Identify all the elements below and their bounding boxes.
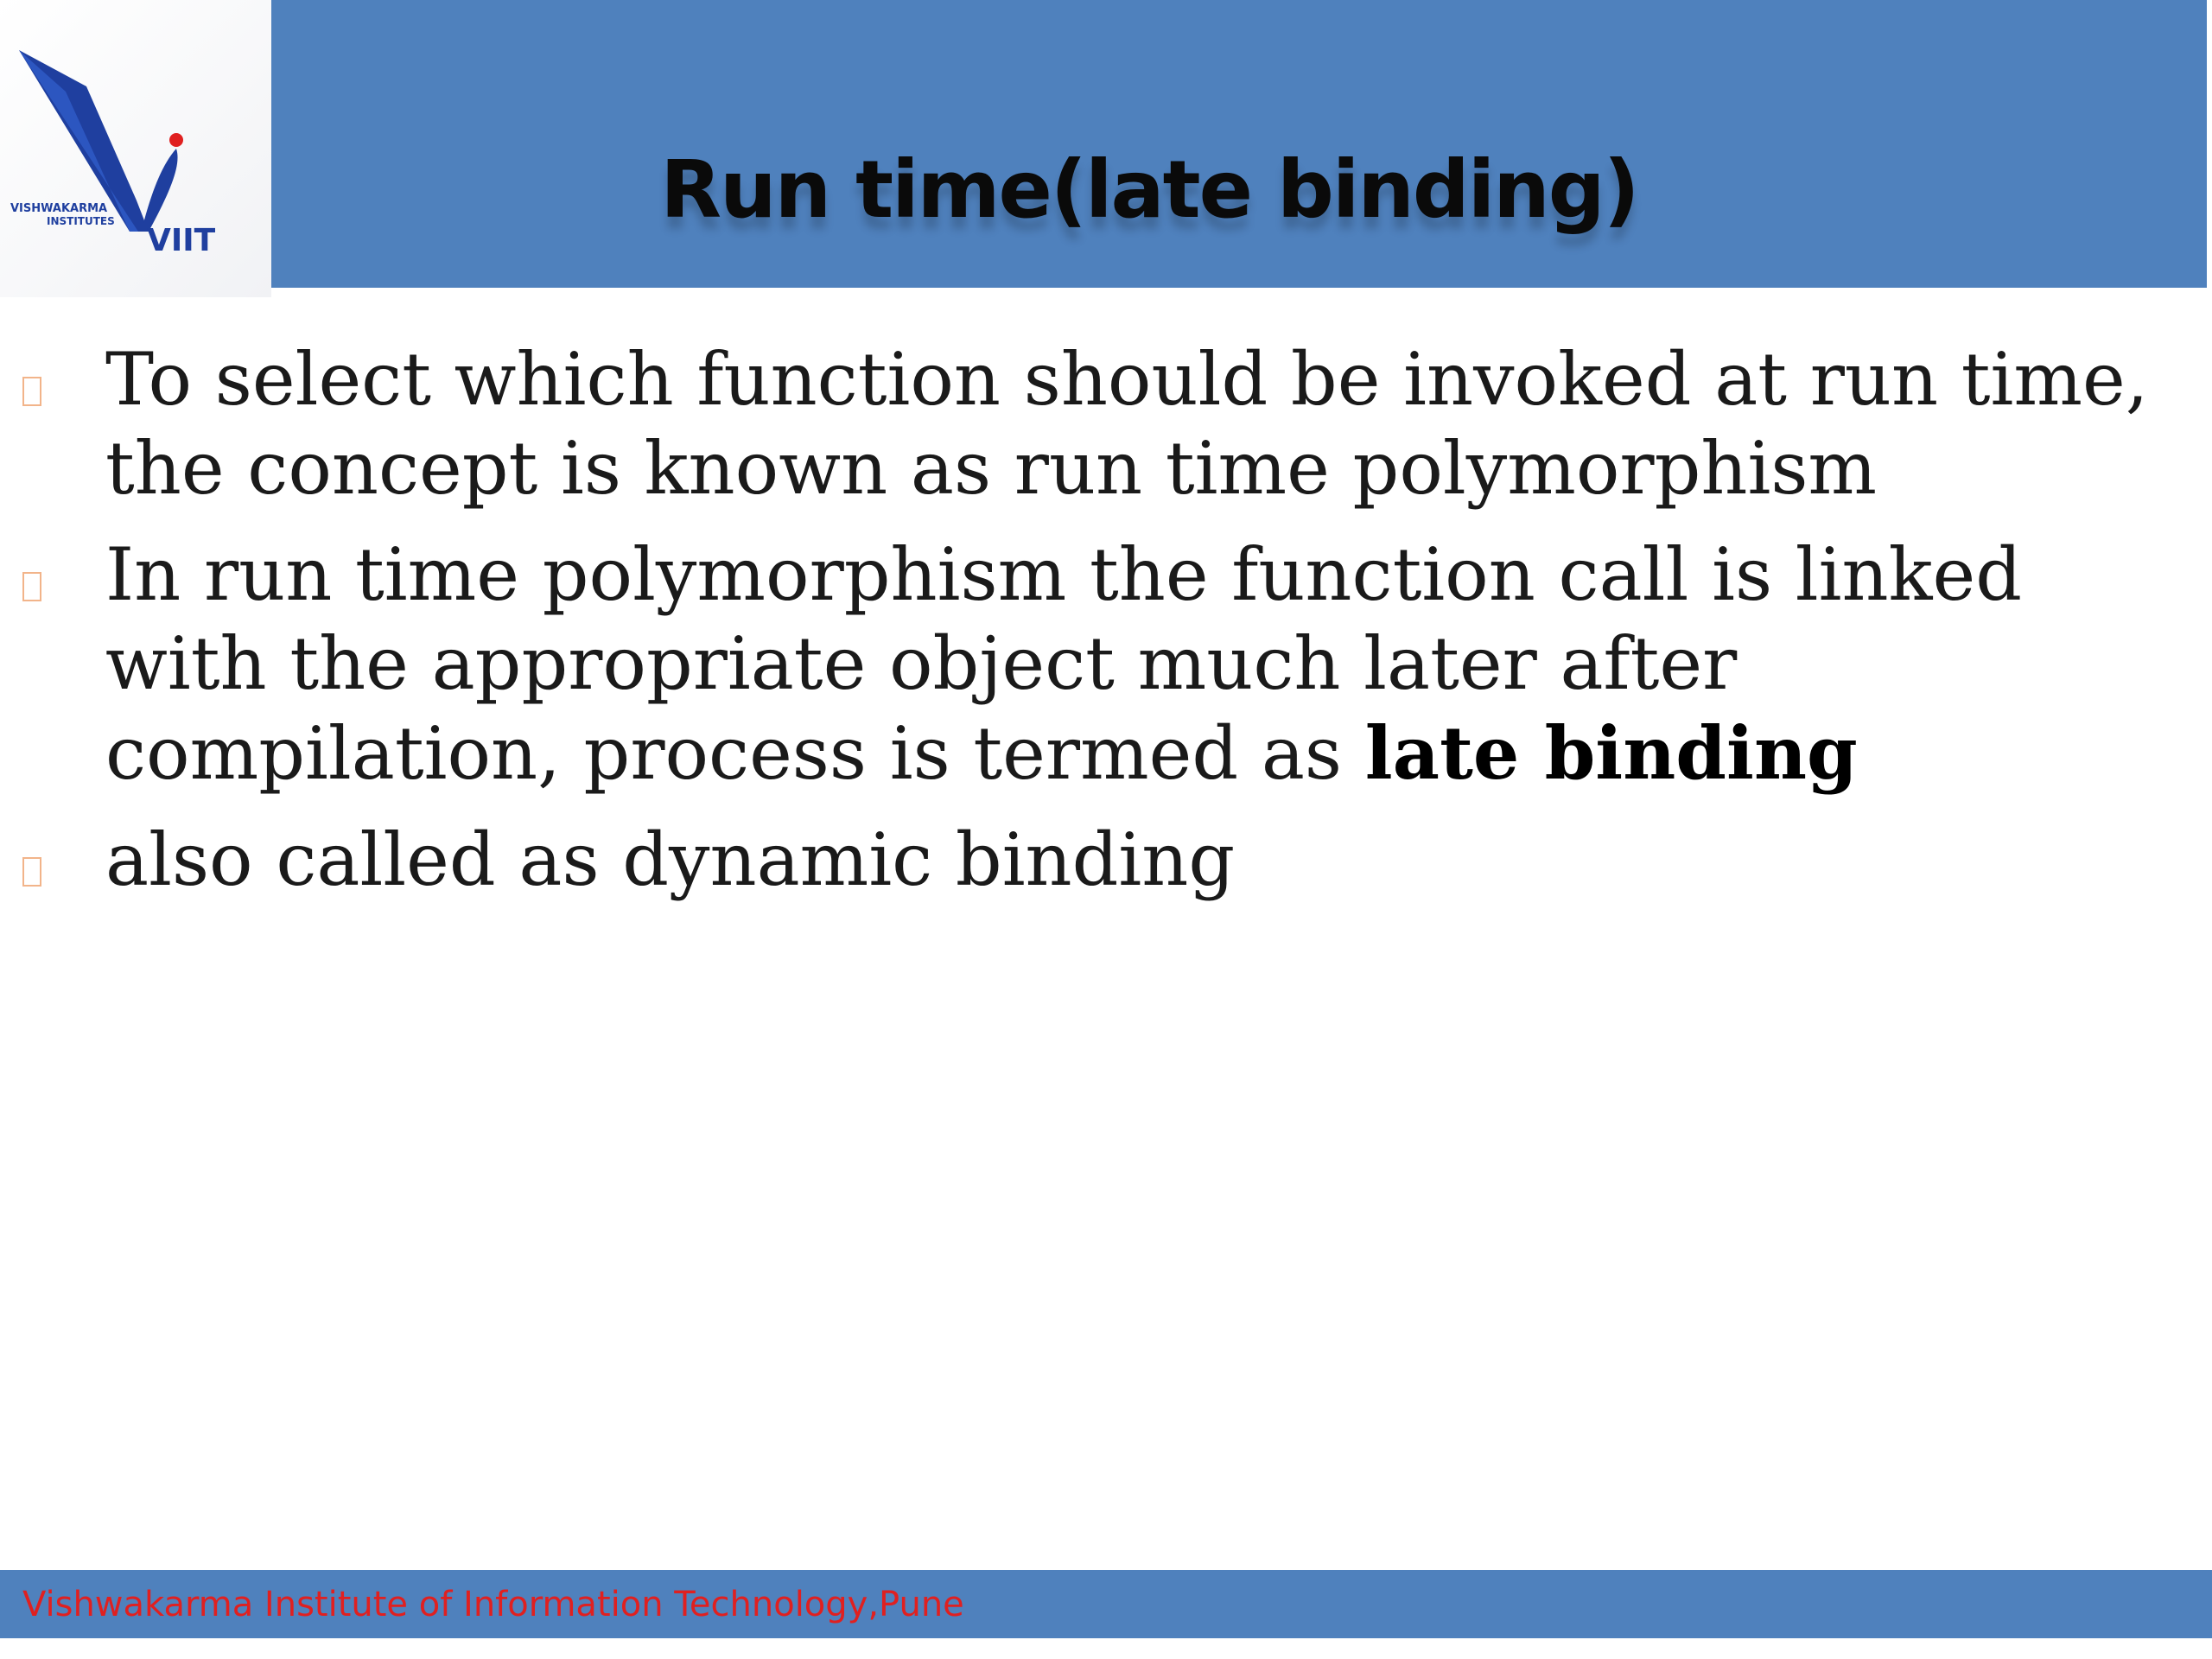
logo-line1: VISHWAKARMA [10,202,108,215]
bullet-square-icon [22,857,41,887]
bullet-item [0,531,2212,798]
bullet-text-plain: In run time polymorphism the function call is linked with the appropriate object much later after compilation, process is termed as [105,532,2023,796]
logo-line2: INSTITUTES [47,215,115,227]
bullet-text-emphasis: late binding [1364,710,1858,796]
bullet-item [0,335,2212,513]
bullet-text: To select which function should be invoked at run time, the concept is known as run time polymorphism [105,337,2149,511]
bullet-square-icon [22,572,41,601]
slide-title: Run time(late binding) [660,143,1638,236]
bullet-text: also called as dynamic binding [105,817,1236,902]
bullet-text [105,531,2196,798]
slide-body [0,335,2212,922]
bullet-item [0,816,2212,905]
slide-footer [0,1570,2212,1638]
logo-abbr: VIIT [147,223,216,258]
footer-institute-name: Vishwakarma Institute of Information Technology,Pune [22,1585,964,1624]
bullet-square-icon [22,377,41,406]
